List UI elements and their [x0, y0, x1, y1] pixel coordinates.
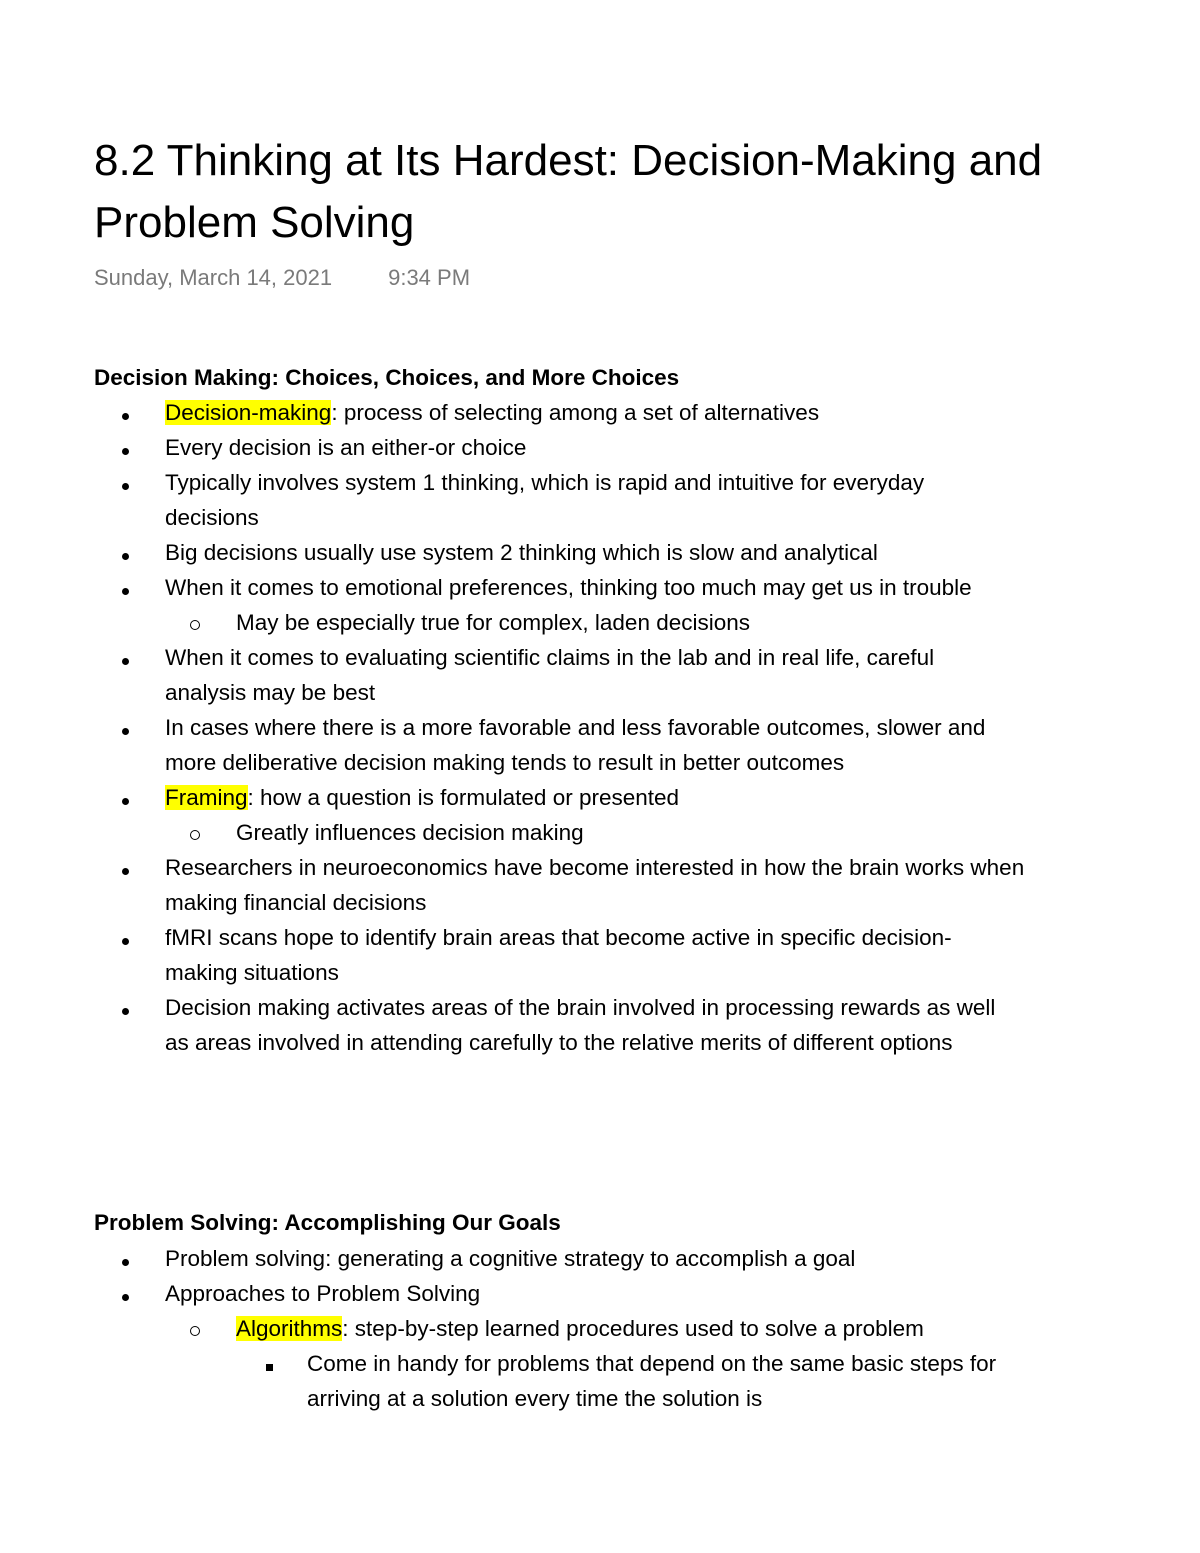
list-item-text: Every decision is an either-or choice — [165, 435, 527, 460]
list-item-text: May be especially true for complex, laden decisions — [236, 610, 751, 635]
bullet-icon — [122, 850, 129, 885]
note-timestamp — [94, 262, 470, 294]
list-item-text: Decision making activates areas of the brain involved in processing rewards as well as areas involved in attending carefully to the relative merits of different options — [165, 995, 996, 1055]
list-item-text: Researchers in neuroeconomics have become interested in how the brain works when making financial decisions — [165, 855, 1025, 915]
highlighted-term: Decision-making — [165, 400, 332, 425]
section-heading-problem-solving: Problem Solving: Accomplishing Our Goals — [94, 1210, 561, 1235]
note-time: 9:34 PM — [388, 265, 471, 290]
bullet-icon — [122, 920, 129, 955]
highlighted-term: Algorithms — [236, 1316, 343, 1341]
bullet-icon — [122, 535, 129, 570]
bullet-icon — [122, 395, 129, 430]
list-item — [0, 850, 1100, 920]
list-item-text: Typically involves system 1 thinking, which is rapid and intuitive for everyday decisions — [165, 470, 925, 530]
list-item-text: : process of selecting among a set of alternatives — [331, 400, 820, 425]
sub-bullet-icon — [190, 815, 200, 850]
list-item-text: : how a question is formulated or presented — [247, 785, 680, 810]
list-item-text: When it comes to evaluating scientific claims in the lab and in real life, careful analysis may be best — [165, 645, 935, 705]
decision-making-list — [0, 395, 1100, 1060]
list-item — [0, 570, 1100, 605]
list-item — [0, 990, 1100, 1060]
list-item-text: In cases where there is a more favorable and less favorable outcomes, slower and more deliberative decision making tends to result in better outcomes — [165, 715, 986, 775]
list-item-text: Greatly influences decision making — [236, 820, 584, 845]
list-item — [0, 780, 1100, 815]
highlighted-term: Framing — [165, 785, 248, 810]
list-item — [0, 535, 1100, 570]
list-item — [0, 920, 1100, 990]
list-item — [0, 1241, 1100, 1276]
list-item-text: Come in handy for problems that depend on the same basic steps for arriving at a solution every time the solution is — [307, 1351, 997, 1411]
list-item — [0, 1346, 1100, 1416]
list-item — [0, 605, 1100, 640]
note-date: Sunday, March 14, 2021 — [94, 265, 333, 290]
list-item — [0, 710, 1100, 780]
list-item-text: Problem solving: generating a cognitive strategy to accomplish a goal — [165, 1246, 856, 1271]
list-item — [0, 640, 1100, 710]
list-item-text: When it comes to emotional preferences, thinking too much may get us in trouble — [165, 575, 972, 600]
bullet-icon — [122, 1241, 129, 1276]
list-item-text: : step-by-step learned procedures used to solve a problem — [342, 1316, 924, 1341]
list-item — [0, 815, 1100, 850]
sub-bullet-icon — [190, 1311, 200, 1346]
bullet-icon — [122, 990, 129, 1025]
list-item — [0, 1311, 1100, 1346]
list-item-text: Approaches to Problem Solving — [165, 1281, 481, 1306]
bullet-icon — [122, 430, 129, 465]
list-item-content — [236, 1311, 956, 1346]
problem-solving-list — [0, 1241, 1100, 1416]
section-heading-decision-making: Decision Making: Choices, Choices, and More Choices — [94, 365, 680, 390]
list-item — [0, 1276, 1100, 1311]
bullet-icon — [122, 780, 129, 815]
page-title: 8.2 Thinking at Its Hardest: Decision-Making and Problem Solving — [94, 136, 1043, 247]
list-item — [0, 465, 1100, 535]
list-item — [0, 430, 1100, 465]
list-item-text: fMRI scans hope to identify brain areas that become active in specific decision-making situations — [165, 925, 952, 985]
list-item — [0, 395, 1100, 430]
list-item-text: Big decisions usually use system 2 thinking which is slow and analytical — [165, 540, 878, 565]
bullet-icon — [122, 570, 129, 605]
square-bullet-icon — [266, 1346, 273, 1381]
bullet-icon — [122, 710, 129, 745]
bullet-icon — [122, 465, 129, 500]
bullet-icon — [122, 640, 129, 675]
sub-bullet-icon — [190, 605, 200, 640]
bullet-icon — [122, 1276, 129, 1311]
